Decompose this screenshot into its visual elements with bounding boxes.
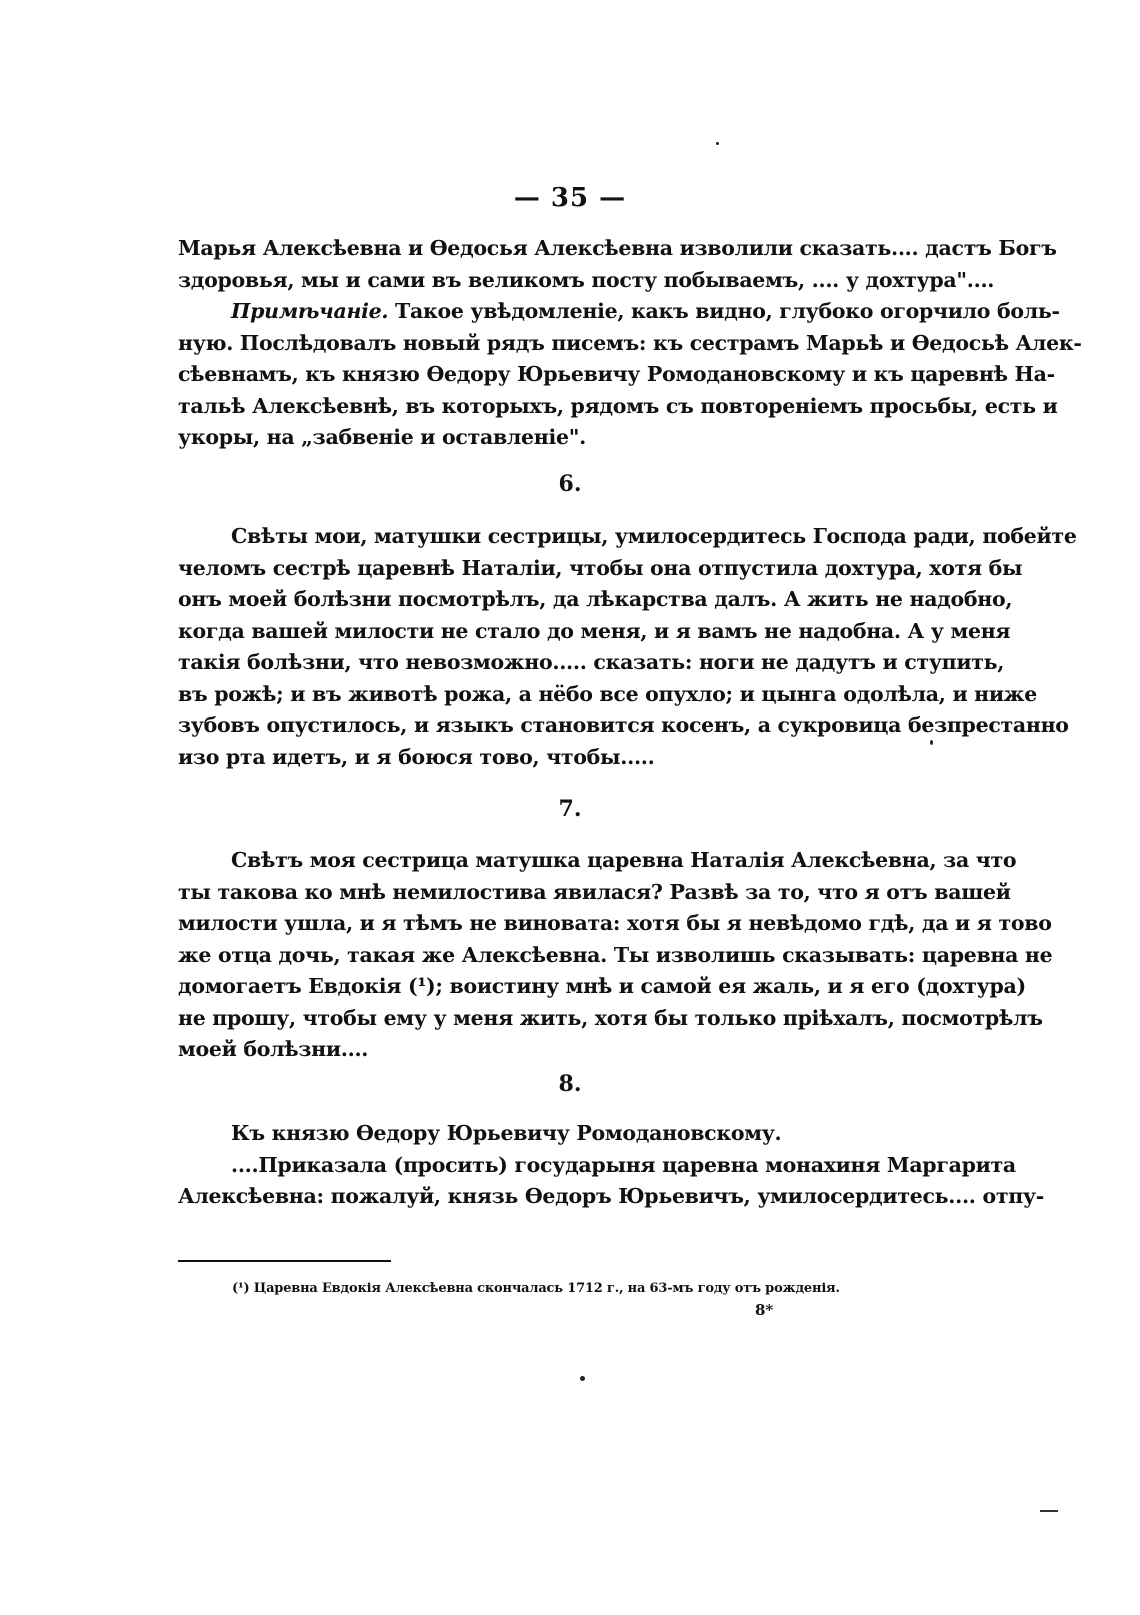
note-label: Примѣчаніе. (231, 299, 389, 323)
signature-mark: 8* (755, 1301, 774, 1319)
scan-speck (580, 1376, 585, 1381)
text-line: онъ моей болѣзни посмотрѣлъ, да лѣкарства далъ. А жить не надобно, (178, 587, 1013, 611)
footnote: (¹) Царевна Евдокія Алексѣевна скончалась 1712 г., на 63-мъ году отъ рожденія. (232, 1281, 840, 1296)
scan-speck (930, 740, 933, 745)
text-line: такія болѣзни, что невозможно..... сказать: ноги не дадутъ и ступить, (178, 650, 1005, 674)
footnote-rule (178, 1260, 391, 1262)
text-line: Марья Алексѣевна и Ѳедосья Алексѣевна изволили сказать.... дастъ Богъ (178, 236, 1057, 260)
note-text: Такое увѣдомленіе, какъ видно, глубоко огорчило боль- (388, 299, 1060, 323)
text-line: же отца дочь, такая же Алексѣевна. Ты изволишь сказывать: царевна не (178, 942, 1053, 967)
text-line: когда вашей милости не стало до меня, и я вамъ не надобна. А у меня (178, 618, 1011, 643)
text-line (178, 296, 1060, 328)
section-6-text (178, 521, 1077, 773)
text-line: Алексѣевна: пожалуй, князь Ѳедоръ Юрьевичъ, умилосердитесь.... отпу- (178, 1184, 1044, 1208)
text-line: челомъ сестрѣ царевнѣ Наталіи, чтобы она отпустила дохтура, хотя бы (178, 555, 1023, 580)
section-7-text (178, 845, 1053, 1066)
paragraph-1 (178, 233, 1057, 296)
scan-speck (716, 142, 719, 145)
scan-mark (1040, 1510, 1058, 1512)
text-line: зубовъ опустилось, и языкъ становится косенъ, а сукровица безпрестанно (178, 713, 1069, 737)
text-line: ты такова ко мнѣ немилостива явилася? Развѣ за то, что я отъ вашей (178, 879, 1011, 904)
text-line: здоровья, мы и сами въ великомъ посту побываемъ, .... у дохтура".... (178, 267, 995, 292)
text-line: Къ князю Ѳедору Юрьевичу Ромодановскому. (231, 1121, 782, 1145)
section-8-text (178, 1118, 1044, 1213)
text-line: въ рожѣ; и въ животѣ рожа, а нёбо все опухло; и цынга одолѣла, и ниже (178, 681, 1037, 706)
text-line: милости ушла, и я тѣмъ не виновата: хотя бы я невѣдомо гдѣ, да и я тово (178, 911, 1052, 935)
text-line: ....Приказала (просить) государыня царевна монахиня Маргарита (231, 1152, 1016, 1177)
text-line: укоры, на „забвеніе и оставленіе". (178, 425, 586, 449)
text-line: Свѣтъ моя сестрица матушка царевна Наталія Алексѣевна, за что (231, 848, 1017, 872)
note-paragraph (178, 296, 1082, 454)
text-line: Свѣты мои, матушки сестрицы, умилосердитесь Господа ради, побейте (231, 524, 1077, 548)
text-line: ную. Послѣдовалъ новый рядъ писемъ: къ сестрамъ Марьѣ и Ѳедосьѣ Алек- (178, 330, 1082, 355)
section-number-7: 7. (558, 796, 582, 822)
text-line: домогаетъ Евдокія (¹); воистину мнѣ и самой ея жаль, и я его (дохтура) (178, 974, 1026, 998)
section-number-8: 8. (558, 1071, 582, 1097)
text-line: моей болѣзни.... (178, 1037, 369, 1061)
text-line: сѣевнамъ, къ князю Ѳедору Юрьевичу Ромодановскому и къ царевнѣ На- (178, 362, 1055, 386)
page-number: — 35 — (513, 183, 627, 213)
text-line: не прошу, чтобы ему у меня жить, хотя бы только пріѣхалъ, посмотрѣлъ (178, 1005, 1043, 1030)
text-line: изо рта идетъ, и я боюся тово, чтобы..... (178, 744, 655, 769)
text-line: тальѣ Алексѣевнѣ, въ которыхъ, рядомъ съ повтореніемъ просьбы, есть и (178, 393, 1058, 418)
section-number-6: 6. (558, 471, 582, 497)
